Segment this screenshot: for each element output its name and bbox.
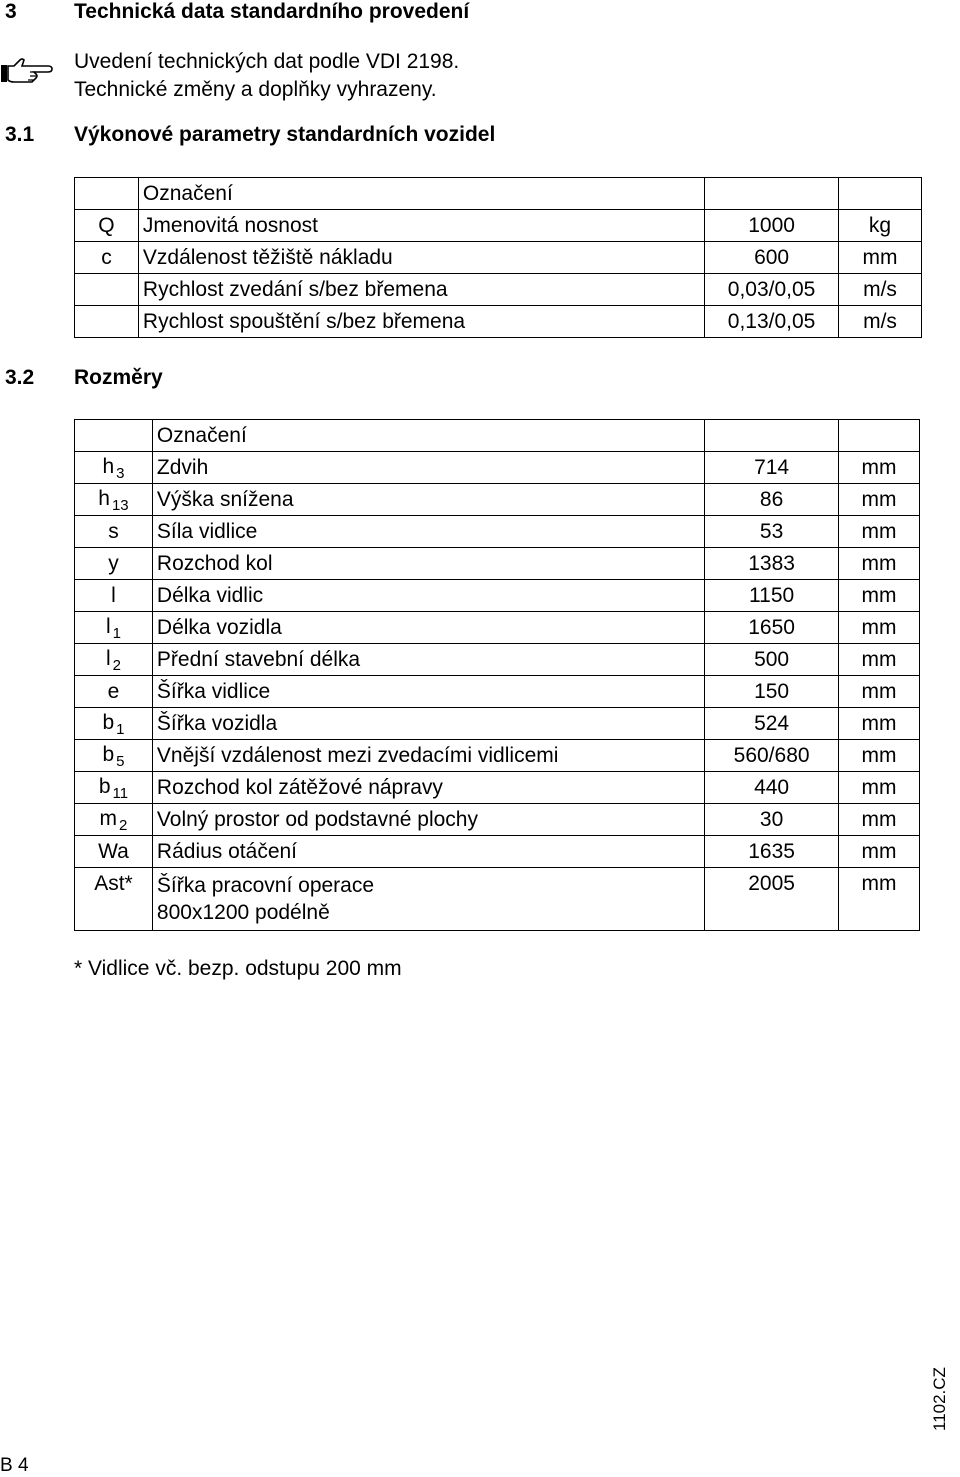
name-cell: Výška snížena (152, 484, 704, 516)
table-row (75, 804, 920, 836)
performance-table (74, 177, 922, 338)
document-code: 1102.CZ (930, 1367, 949, 1431)
symbol-subscript: 13 (111, 496, 129, 514)
unit-cell: mm (839, 242, 922, 274)
document-code-wrap (925, 1362, 955, 1432)
symbol-subscript: 3 (116, 464, 125, 482)
table-row (75, 484, 920, 516)
value-cell: 0,03/0,05 (705, 274, 839, 306)
table-row (75, 516, 920, 548)
value-cell: 30 (705, 804, 839, 836)
symbol-cell: Q (75, 210, 139, 242)
table-row (75, 210, 922, 242)
table-row (75, 772, 920, 804)
value-cell: 1635 (705, 836, 839, 868)
section-32-number: 3.2 (5, 366, 35, 389)
pointing-hand-icon (0, 56, 54, 86)
symbol-cell (75, 708, 153, 740)
unit-cell: mm (839, 580, 920, 612)
symbol-cell (75, 804, 153, 836)
symbol-subscript: 1 (116, 720, 125, 738)
name-cell: Rychlost zvedání s/bez břemena (138, 274, 704, 306)
unit-cell: mm (839, 484, 920, 516)
value-cell: 0,13/0,05 (705, 306, 839, 338)
symbol-subscript: 5 (116, 752, 125, 770)
symbol: l (105, 614, 111, 638)
symbol-cell (75, 740, 153, 772)
symbol: h (98, 486, 110, 510)
symbol: s (108, 519, 119, 543)
table-row (75, 274, 922, 306)
symbol-cell (75, 676, 153, 708)
name-cell: Rádius otáčení (152, 836, 704, 868)
unit-cell: mm (839, 676, 920, 708)
name-cell: Vnější vzdálenost mezi zvedacími vidlicemi (152, 740, 704, 772)
name-cell: Přední stavební délka (152, 644, 704, 676)
symbol: b (102, 710, 115, 734)
footnote: * Vidlice vč. bezp. odstupu 200 mm (74, 957, 402, 980)
value-cell: 1000 (705, 210, 839, 242)
symbol: e (107, 679, 120, 703)
symbol-cell (75, 274, 139, 306)
table-row (75, 548, 920, 580)
unit-cell: mm (839, 516, 920, 548)
column-header: Označení (152, 420, 704, 452)
symbol: l (105, 646, 111, 670)
column-header: Označení (138, 178, 704, 210)
table-cell (705, 178, 839, 210)
value-cell: 1650 (705, 612, 839, 644)
symbol-cell (75, 452, 153, 484)
value-cell: 440 (705, 772, 839, 804)
symbol-cell (75, 612, 153, 644)
table-cell (839, 178, 922, 210)
name-cell: Jmenovitá nosnost (138, 210, 704, 242)
table-row (75, 452, 920, 484)
symbol-subscript: 2 (119, 816, 128, 834)
symbol-subscript: 1 (112, 624, 121, 642)
table-cell (75, 420, 153, 452)
section-32-title: Rozměry (74, 366, 163, 389)
value-cell: 53 (705, 516, 839, 548)
table-row (75, 708, 920, 740)
page-number: B 4 (0, 1455, 29, 1476)
symbol-cell (75, 516, 153, 548)
section-31-number: 3.1 (5, 123, 35, 146)
table-row (75, 740, 920, 772)
name-cell: Rychlost spouštění s/bez břemena (138, 306, 704, 338)
unit-cell: m/s (839, 306, 922, 338)
name-cell: Síla vidlice (152, 516, 704, 548)
value-cell: 1150 (705, 580, 839, 612)
section-3-title: Technická data standardního provedení (74, 0, 470, 23)
unit-cell: mm (839, 612, 920, 644)
table-cell (705, 420, 839, 452)
dimensions-table (74, 419, 920, 931)
value-cell: 2005 (705, 868, 839, 931)
symbol: b (98, 774, 111, 798)
table-row (75, 306, 922, 338)
value-cell: 1383 (705, 548, 839, 580)
symbol: m (99, 806, 118, 830)
section-31-title: Výkonové parametry standardních vozidel (74, 123, 496, 146)
unit-cell: kg (839, 210, 922, 242)
table-header-row (75, 420, 920, 452)
symbol-cell: Ast* (75, 868, 153, 931)
value-cell: 714 (705, 452, 839, 484)
symbol-cell (75, 306, 139, 338)
unit-cell: mm (839, 740, 920, 772)
unit-cell: m/s (839, 274, 922, 306)
symbol: b (102, 742, 115, 766)
symbol-subscript: 2 (112, 656, 121, 674)
symbol-cell (75, 548, 153, 580)
name-cell: Vzdálenost těžiště nákladu (138, 242, 704, 274)
name-cell: Rozchod kol (152, 548, 704, 580)
symbol-cell (75, 484, 153, 516)
section-3-number: 3 (5, 0, 17, 23)
value-cell: 560/680 (705, 740, 839, 772)
note-line-1: Uvedení technických dat podle VDI 2198. (74, 50, 460, 73)
unit-cell: mm (839, 708, 920, 740)
table-row (75, 242, 922, 274)
value-cell: 524 (705, 708, 839, 740)
value-cell: 500 (705, 644, 839, 676)
table-cell (839, 420, 920, 452)
symbol: l (111, 583, 116, 607)
symbol: y (108, 551, 119, 575)
value-cell: 150 (705, 676, 839, 708)
name-cell: Délka vidlic (152, 580, 704, 612)
table-row (75, 612, 920, 644)
table-header-row (75, 178, 922, 210)
unit-cell: mm (839, 452, 920, 484)
symbol: Wa (98, 839, 129, 863)
unit-cell: mm (839, 772, 920, 804)
name-cell: Zdvih (152, 452, 704, 484)
table-row (75, 836, 920, 868)
unit-cell: mm (839, 548, 920, 580)
symbol: h (102, 454, 115, 478)
name-line-2: 800x1200 podélně (156, 901, 330, 924)
unit-cell: mm (839, 836, 920, 868)
name-line-1: Šířka pracovní operace (156, 874, 375, 897)
value-cell: 86 (705, 484, 839, 516)
unit-cell: mm (839, 804, 920, 836)
value-cell: 600 (705, 242, 839, 274)
name-cell: Šířka vozidla (152, 708, 704, 740)
table-row (75, 676, 920, 708)
table-row (75, 580, 920, 612)
name-cell: Volný prostor od podstavné plochy (152, 804, 704, 836)
unit-cell: mm (839, 644, 920, 676)
symbol-cell (75, 836, 153, 868)
symbol-cell (75, 580, 153, 612)
table-cell (75, 178, 139, 210)
table-row (75, 868, 920, 931)
symbol-cell: c (75, 242, 139, 274)
table-row (75, 644, 920, 676)
name-cell: Rozchod kol zátěžové nápravy (152, 772, 704, 804)
symbol-cell (75, 644, 153, 676)
symbol-cell (75, 772, 153, 804)
name-cell: Šířka vidlice (152, 676, 704, 708)
name-cell: Délka vozidla (152, 612, 704, 644)
name-cell (152, 868, 704, 931)
unit-cell: mm (839, 868, 920, 931)
note-line-2: Technické změny a doplňky vyhrazeny. (74, 78, 437, 101)
symbol-subscript: 11 (112, 784, 129, 802)
